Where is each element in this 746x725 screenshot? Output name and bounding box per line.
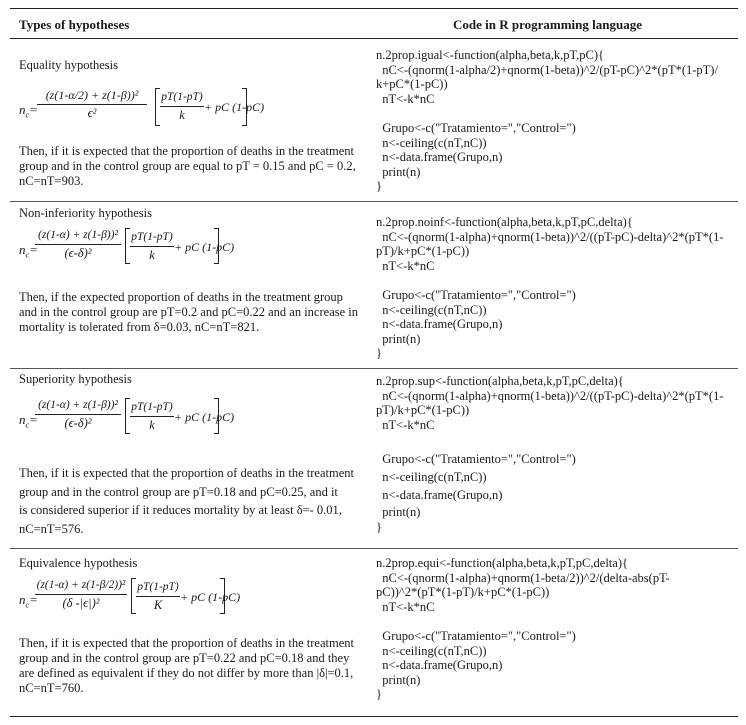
bracket-denominator: k: [149, 418, 155, 432]
row-title: Non-inferiority hypothesis: [19, 206, 152, 220]
formula-lhs: $n_c=$: [19, 592, 38, 610]
code-line: }: [376, 346, 382, 361]
formula-bracket: [125, 228, 235, 264]
code-line: n<-data.frame(Grupo,n): [376, 317, 503, 332]
bracket-denominator: k: [149, 248, 155, 262]
code-line: nT<-k*nC: [376, 417, 435, 432]
bracket-denominator: K: [153, 598, 163, 612]
row-noninferiority-left: [19, 206, 364, 334]
code-line: n<-data.frame(Grupo,n): [376, 487, 503, 502]
formula-numerator: (z(1-α/2) + z(1-β))²: [45, 88, 139, 102]
table-bottom-rule: [10, 716, 738, 717]
code-line: Grupo<-c("Tratamiento=","Control="): [376, 287, 576, 302]
formula-main-fraction: [35, 398, 121, 431]
formula-main-fraction: [35, 578, 127, 611]
formula-bracket: [155, 88, 265, 126]
code-line: }: [376, 179, 382, 194]
code-line: pT)/k+pC*(1-pC)): [376, 244, 470, 259]
row-description: Then, if the expected proportion of deaths in the treatment group and in the control group are pT=0.2 and pC=0.22 and an increase in mortality is tolerated from δ=0.03, nC=nT=821.: [19, 290, 359, 334]
equivalence-formula: [19, 578, 364, 628]
code-line: nC<-(qnorm(1-alpha)+qnorm(1-beta))^2/((pT-pC)-delta)^2*(pT*(1-: [376, 229, 724, 244]
header-code: Code in R programming language: [453, 17, 642, 32]
code-line: pC))^2*(pT*(1-pT)/k+pC*(1-pC)): [376, 585, 550, 600]
equality-formula: [19, 82, 364, 142]
code-line: n.2prop.equi<-function(alpha,beta,k,pT,pC,delta){: [376, 556, 628, 570]
bracket-numerator: pT(1-pT): [161, 91, 203, 103]
formula-numerator: (z(1-α) + z(1-β))²: [38, 399, 118, 411]
row-superiority-left: [19, 372, 364, 536]
code-line: print(n): [376, 505, 421, 520]
code-line: n.2prop.sup<-function(alpha,beta,k,pT,pC,delta){: [376, 374, 624, 388]
code-line: Grupo<-c("Tratamiento=","Control="): [376, 628, 576, 643]
superiority-formula: [19, 398, 364, 448]
bracket-numerator: pT(1-pT): [137, 581, 179, 593]
code-line: [376, 273, 738, 288]
header-rule: [10, 38, 738, 39]
formula-main-fraction: [35, 228, 121, 261]
formula-denominator: (ϵ-δ)²: [64, 246, 92, 260]
row-description: Then, if it is expected that the proportion of deaths in the treatment group and in the control group are equal to pT = 0.15 and pC = 0.2, nC=nT=903.: [19, 144, 356, 188]
code-line: nT<-k*nC: [376, 599, 435, 614]
code-line: n<-ceiling(c(nT,nC)): [376, 302, 487, 317]
code-line: }: [376, 519, 382, 534]
bracket-numerator: pT(1-pT): [131, 401, 173, 413]
code-line: print(n): [376, 672, 421, 687]
row-title: Equivalence hypothesis: [19, 556, 138, 570]
formula-bracket: [125, 398, 235, 434]
code-line: Grupo<-c("Tratamiento=","Control="): [376, 452, 576, 467]
code-line: print(n): [376, 331, 421, 346]
row-equivalence-left: [19, 556, 364, 695]
row-title: Superiority hypothesis: [19, 372, 132, 386]
formula-bracket: [131, 578, 241, 614]
code-line: n<-ceiling(c(nT,nC)): [376, 643, 487, 658]
header-types: Types of hypotheses: [19, 17, 130, 32]
code-line: n<-data.frame(Grupo,n): [376, 658, 503, 673]
formula-lhs: $n_c=$: [19, 102, 38, 120]
row-equivalence-code: [376, 556, 738, 702]
formula-denominator: (ϵ-δ)²: [64, 416, 92, 430]
bracket-numerator: pT(1-pT): [131, 231, 173, 243]
row-equality-code: [376, 48, 738, 194]
code-line: nC<-(qnorm(1-alpha/2)+qnorm(1-beta))^2/(pT-pC)^2*(pT*(1-pT)/: [376, 62, 718, 77]
code-line: }: [376, 687, 382, 702]
formula-main-fraction: [37, 82, 147, 121]
row-divider: [10, 201, 738, 202]
row-divider: [10, 368, 738, 369]
bracket-tail: + pC (1-pC): [180, 590, 241, 604]
row-divider: [10, 548, 738, 549]
bracket-tail: + pC (1-pC): [174, 410, 235, 424]
formula-denominator: (δ -|ϵ|)²: [62, 596, 100, 610]
code-line: n<-data.frame(Grupo,n): [376, 150, 503, 165]
formula-numerator: (z(1-α) + z(1-β/2))²: [36, 579, 126, 591]
row-superiority-code: [376, 374, 738, 534]
code-line: pT)/k+pC*(1-pC)): [376, 403, 470, 418]
code-line: nC<-(qnorm(1-alpha)+qnorm(1-beta))^2/((pT-pC)-delta)^2*(pT*(1-: [376, 388, 724, 403]
code-line: n<-ceiling(c(nT,nC)): [376, 135, 487, 150]
formula-lhs: $n_c=$: [19, 412, 38, 430]
row-description: Then, if it is expected that the proportion of deaths in the treatment group and in the control group are pT=0.18 and pC=0.25, and it is considered superior if it reduces mortality by at least δ=- 0.01, nC=nT=576.: [19, 466, 354, 536]
table-top-rule: [10, 8, 738, 9]
code-line: n<-ceiling(c(nT,nC)): [376, 469, 487, 484]
formula-denominator: ϵ²: [87, 106, 97, 120]
code-line: k+pC*(1-pC)): [376, 77, 448, 92]
row-title: Equality hypothesis: [19, 58, 118, 72]
code-line: nT<-k*nC: [376, 91, 435, 106]
code-line: [376, 432, 738, 452]
code-line: n.2prop.noinf<-function(alpha,beta,k,pT,pC,delta){: [376, 215, 633, 229]
formula-numerator: (z(1-α) + z(1-β))²: [38, 229, 118, 241]
code-line: nC<-(qnorm(1-alpha)+qnorm(1-beta/2))^2/(delta-abs(pT-: [376, 570, 670, 585]
bracket-tail: + pC (1-pC): [204, 100, 265, 114]
bracket-tail: + pC (1-pC): [174, 240, 235, 254]
row-noninferiority-code: [376, 215, 738, 361]
row-equality-left: [19, 58, 364, 188]
code-line: nT<-k*nC: [376, 258, 435, 273]
code-line: n.2prop.igual<-function(alpha,beta,k,pT,pC){: [376, 48, 605, 62]
bracket-denominator: k: [179, 108, 185, 122]
code-line: print(n): [376, 164, 421, 179]
row-description: Then, if it is expected that the proportion of deaths in the treatment group and in the control group are pT=0.22 and pC=0.18 and they are defined as equivalent if they do not differ by more than |δ|=0.1, nC=nT=760.: [19, 636, 354, 695]
code-line: [376, 614, 738, 629]
formula-lhs: $n_c=$: [19, 242, 38, 260]
code-line: Grupo<-c("Tratamiento=","Control="): [376, 120, 576, 135]
code-line: [376, 106, 738, 121]
noninferiority-formula: [19, 228, 364, 278]
